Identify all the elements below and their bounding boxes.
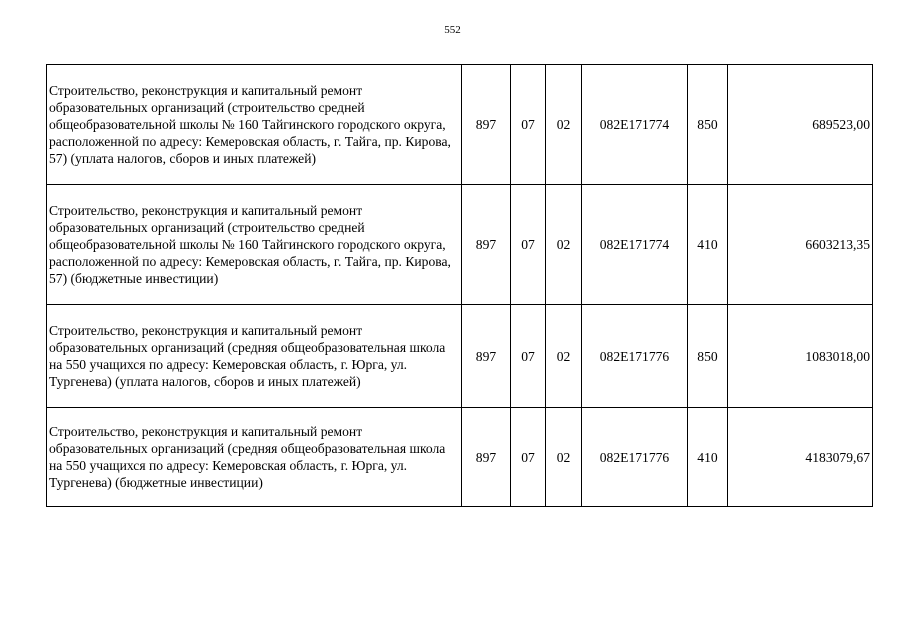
table-row	[47, 305, 873, 408]
budget-table	[46, 64, 873, 507]
section-code: 07	[511, 408, 546, 507]
section-code: 07	[511, 65, 546, 185]
table-row	[47, 408, 873, 507]
table-row	[47, 185, 873, 305]
target-article-code: 082E171776	[582, 305, 688, 408]
expense-type-code: 850	[688, 305, 728, 408]
table-row	[47, 65, 873, 185]
subsection-code: 02	[546, 408, 582, 507]
ministry-code: 897	[462, 305, 511, 408]
row-description: Строительство, реконструкция и капитальный ремонт образовательных организаций (строительство средней общеобразовательной школы № 160 Тайгинского городского округа, расположенной по адресу: Кемеровская область, г. Тайга, пр. Кирова, 57) (бюджетные инвестиции)	[47, 185, 462, 305]
target-article-code: 082E171774	[582, 185, 688, 305]
amount-value: 6603213,35	[728, 185, 873, 305]
subsection-code: 02	[546, 305, 582, 408]
amount-value: 1083018,00	[728, 305, 873, 408]
page-number: 552	[444, 24, 461, 36]
expense-type-code: 410	[688, 408, 728, 507]
section-code: 07	[511, 305, 546, 408]
ministry-code: 897	[462, 408, 511, 507]
subsection-code: 02	[546, 65, 582, 185]
target-article-code: 082E171774	[582, 65, 688, 185]
subsection-code: 02	[546, 185, 582, 305]
row-description: Строительство, реконструкция и капитальный ремонт образовательных организаций (строительство средней общеобразовательной школы № 160 Тайгинского городского округа, расположенной по адресу: Кемеровская область, г. Тайга, пр. Кирова, 57) (уплата налогов, сборов и иных платежей)	[47, 65, 462, 185]
expense-type-code: 410	[688, 185, 728, 305]
amount-value: 689523,00	[728, 65, 873, 185]
section-code: 07	[511, 185, 546, 305]
row-description: Строительство, реконструкция и капитальный ремонт образовательных организаций (средняя общеобразовательная школа на 550 учащихся по адресу: Кемеровская область, г. Юрга, ул. Тургенева) (бюджетные инвестиции)	[47, 408, 462, 507]
expense-type-code: 850	[688, 65, 728, 185]
amount-value: 4183079,67	[728, 408, 873, 507]
ministry-code: 897	[462, 185, 511, 305]
target-article-code: 082E171776	[582, 408, 688, 507]
ministry-code: 897	[462, 65, 511, 185]
row-description: Строительство, реконструкция и капитальный ремонт образовательных организаций (средняя общеобразовательная школа на 550 учащихся по адресу: Кемеровская область, г. Юрга, ул. Тургенева) (уплата налогов, сборов и иных платежей)	[47, 305, 462, 408]
